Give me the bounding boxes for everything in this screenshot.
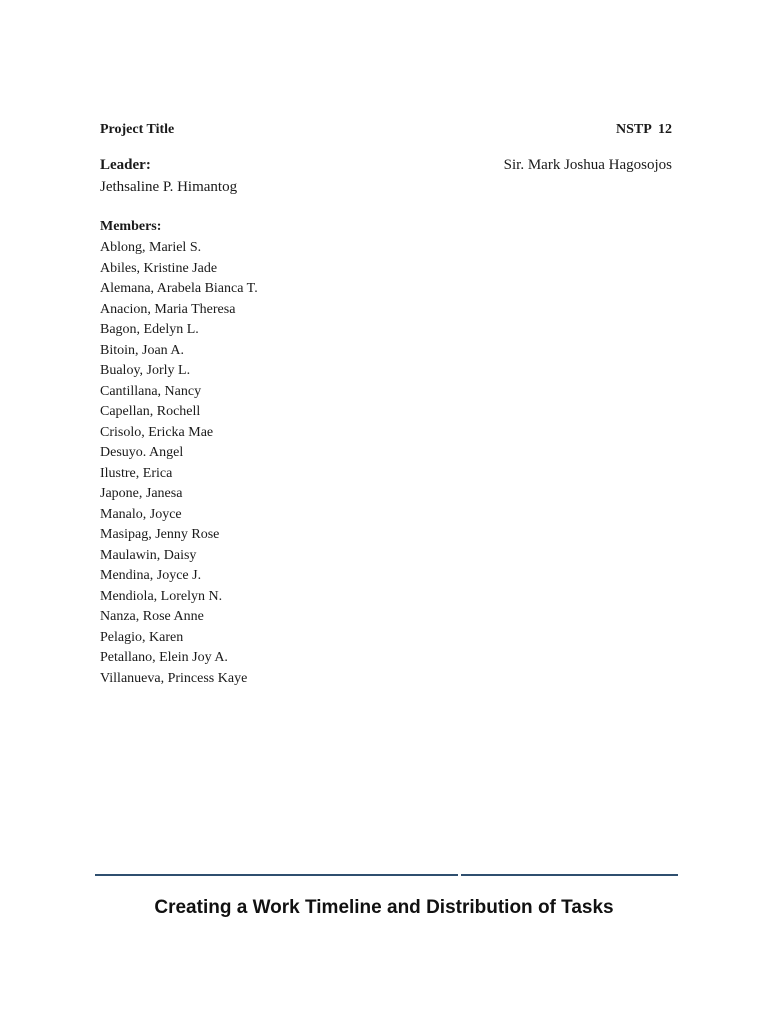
members-list — [100, 238, 258, 689]
member-item: Maulawin, Daisy — [100, 547, 197, 563]
member-item: Cantillana, Nancy — [100, 383, 202, 399]
member-item: Villanueva, Princess Kaye — [100, 670, 248, 686]
member-item: Pelagio, Karen — [100, 629, 184, 645]
member-item: Crisolo, Ericka Mae — [100, 424, 214, 440]
member-item: Ablong, Mariel S. — [100, 240, 202, 255]
member-item: Nanza, Rose Anne — [100, 609, 204, 624]
course-code: NSTP 12 — [615, 122, 672, 137]
member-item: Bagon, Edelyn L. — [100, 322, 199, 337]
project-title-label: Project Title — [100, 122, 175, 137]
member-item: Manalo, Joyce — [100, 506, 182, 522]
member-item: Alemana, Arabela Bianca T. — [100, 281, 258, 296]
member-item: Mendiola, Lorelyn N. — [100, 588, 223, 604]
member-item: Desuyo. Angel — [100, 445, 184, 460]
leader-name: Jethsaline P. Himantog — [100, 179, 238, 195]
leader-label: Leader: — [100, 157, 151, 173]
member-item: Petallano, Elein Joy A. — [100, 650, 228, 665]
member-item: Masipag, Jenny Rose — [100, 527, 220, 542]
member-item: Capellan, Rochell — [100, 404, 201, 419]
member-item: Ilustre, Erica — [100, 465, 173, 481]
member-item: Bualoy, Jorly L. — [100, 363, 191, 378]
divider-gap — [458, 872, 461, 878]
member-item: Anacion, Maria Theresa — [100, 301, 236, 317]
member-item: Japone, Janesa — [100, 486, 183, 501]
members-label: Members: — [100, 219, 162, 234]
member-item: Mendina, Joyce J. — [100, 568, 202, 583]
adviser-name: Sir. Mark Joshua Hagosojos — [503, 157, 672, 173]
document-heading: Creating a Work Timeline and Distribution of Tasks — [154, 897, 614, 918]
section-divider — [95, 874, 678, 876]
member-item: Bitoin, Joan A. — [100, 342, 185, 358]
member-item: Abiles, Kristine Jade — [100, 260, 218, 276]
